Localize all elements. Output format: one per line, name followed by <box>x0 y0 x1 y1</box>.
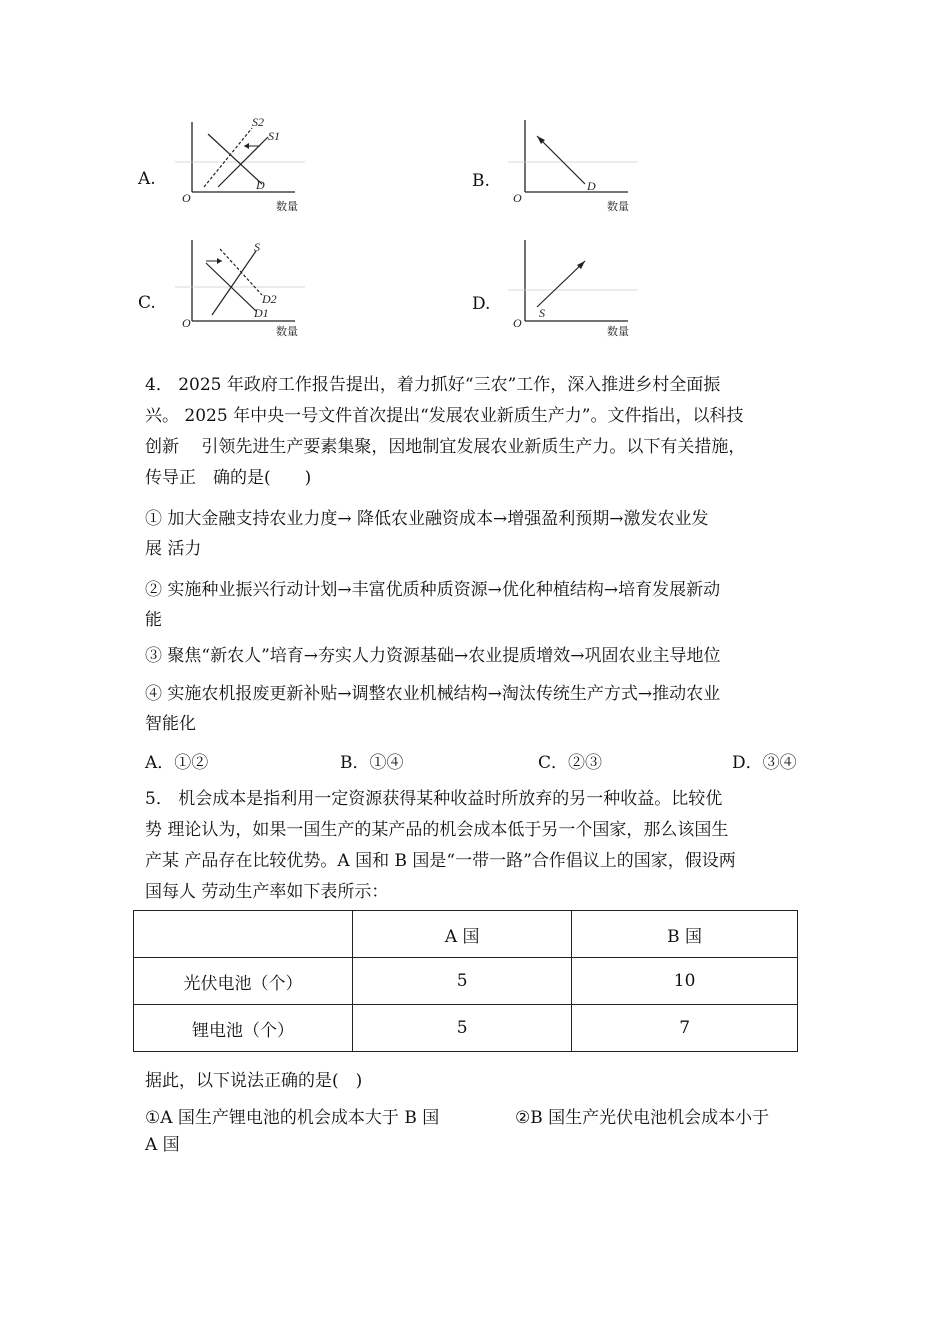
option-b-label: B. <box>472 171 490 191</box>
q4-stem-line: 创新 引领先进生产要素集聚，因地制宜发展农业新质生产力。以下有关措施， <box>145 437 746 457</box>
table-cell: 10 <box>572 958 798 1005</box>
graph-b-curve-1: D <box>587 179 596 193</box>
graph-a-curve-2: S1 <box>268 129 280 143</box>
q4-stem-line: 传导正 确的是( ) <box>145 468 312 488</box>
graph-a-axis-label: 数量 <box>276 200 298 213</box>
q5-stem-line: 产某 产品存在比较优势。A 国和 B 国是“一带一路”合作倡议上的国家，假设两 <box>145 851 736 871</box>
q4-item-2 <box>145 575 810 635</box>
q4-option-b[interactable]: B．①④ <box>340 753 404 773</box>
graph-b-origin: O <box>513 191 522 205</box>
q5-item-2: ②B 国生产光伏电池机会成本小于 <box>515 1108 770 1128</box>
q4-item-1 <box>145 504 810 564</box>
table-header-cell: B 国 <box>572 911 798 958</box>
q4-stem-line: 4． 2025 年政府工作报告提出，着力抓好“三农”工作，深入推进乡村全面振 <box>145 375 721 395</box>
table-header-cell: A 国 <box>353 911 572 958</box>
q4-item-2-line: 能 <box>145 610 162 630</box>
graph-d-origin: O <box>513 316 522 330</box>
q4-item-3 <box>145 641 810 671</box>
table-row <box>134 1005 798 1052</box>
q5-stem <box>145 784 810 908</box>
q4-option-a[interactable]: A．①② <box>145 753 209 773</box>
q4-item-4-line: 智能化 <box>145 714 196 734</box>
graph-d-axis-label: 数量 <box>607 325 629 338</box>
table-cell: 5 <box>353 1005 572 1052</box>
q5-stem-line: 国每人 劳动生产率如下表所示： <box>145 882 389 902</box>
q4-item-3-line: ③ 聚焦“新农人”培育→夯实人力资源基础→农业提质增效→巩固农业主导地位 <box>145 646 721 666</box>
q5-stem-line: 势 理论认为，如果一国生产的某产品的机会成本低于另一个国家，那么该国生 <box>145 820 729 840</box>
option-c-label: C. <box>138 293 156 313</box>
graph-a-curve-1: S2 <box>252 115 264 129</box>
table-header-cell <box>134 911 353 958</box>
graph-c-axis-label: 数量 <box>276 325 298 338</box>
graph-a-curve-3: D <box>256 178 265 192</box>
q4-item-4-line: ④ 实施农机报废更新补贴→调整农业机械结构→淘汰传统生产方式→推动农业 <box>145 684 721 704</box>
q5-stem-line: 5． 机会成本是指利用一定资源获得某种收益时所放弃的另一种收益。比较优 <box>145 789 723 809</box>
q4-option-d[interactable]: D．③④ <box>732 753 797 773</box>
table-cell: 7 <box>572 1005 798 1052</box>
table-cell: 锂电池（个） <box>134 1005 353 1052</box>
graph-c-curve-1: S <box>254 240 260 254</box>
option-a-label: A. <box>138 169 156 189</box>
graph-c <box>170 235 310 344</box>
graph-b-axis-label: 数量 <box>607 200 629 213</box>
productivity-table <box>133 910 798 1052</box>
graph-c-curve-3: D1 <box>254 306 269 320</box>
graph-c-curve-2: D2 <box>262 292 277 306</box>
graph-a <box>170 112 310 221</box>
q5-item-2-cont: A 国 <box>145 1135 180 1155</box>
q4-item-1-line: 展 活力 <box>145 539 202 559</box>
graph-b <box>503 112 643 221</box>
table-row <box>134 958 798 1005</box>
q4-stem-line: 兴。 2025 年中央一号文件首次提出“发展农业新质生产力”。文件指出，以科技 <box>145 406 744 426</box>
graph-c-origin: O <box>182 316 191 330</box>
table-header-row <box>134 911 798 958</box>
q4-stem <box>145 370 810 494</box>
q4-item-1-line: ① 加大金融支持农业力度→ 降低农业融资成本→增强盈利预期→激发农业发 <box>145 509 709 529</box>
q4-item-2-line: ② 实施种业振兴行动计划→丰富优质种质资源→优化种植结构→培育发展新动 <box>145 580 721 600</box>
option-d-label: D. <box>472 294 491 314</box>
graph-d-curve-1: S <box>539 306 545 320</box>
q5-item-1: ①A 国生产锂电池的机会成本大于 B 国 <box>145 1108 440 1128</box>
table-cell: 光伏电池（个） <box>134 958 353 1005</box>
q4-item-4 <box>145 679 810 739</box>
table-cell: 5 <box>353 958 572 1005</box>
graph-a-origin: O <box>182 191 191 205</box>
graph-d <box>503 235 643 344</box>
q5-prompt: 据此，以下说法正确的是( ) <box>145 1071 363 1091</box>
q4-option-c[interactable]: C．②③ <box>538 753 603 773</box>
